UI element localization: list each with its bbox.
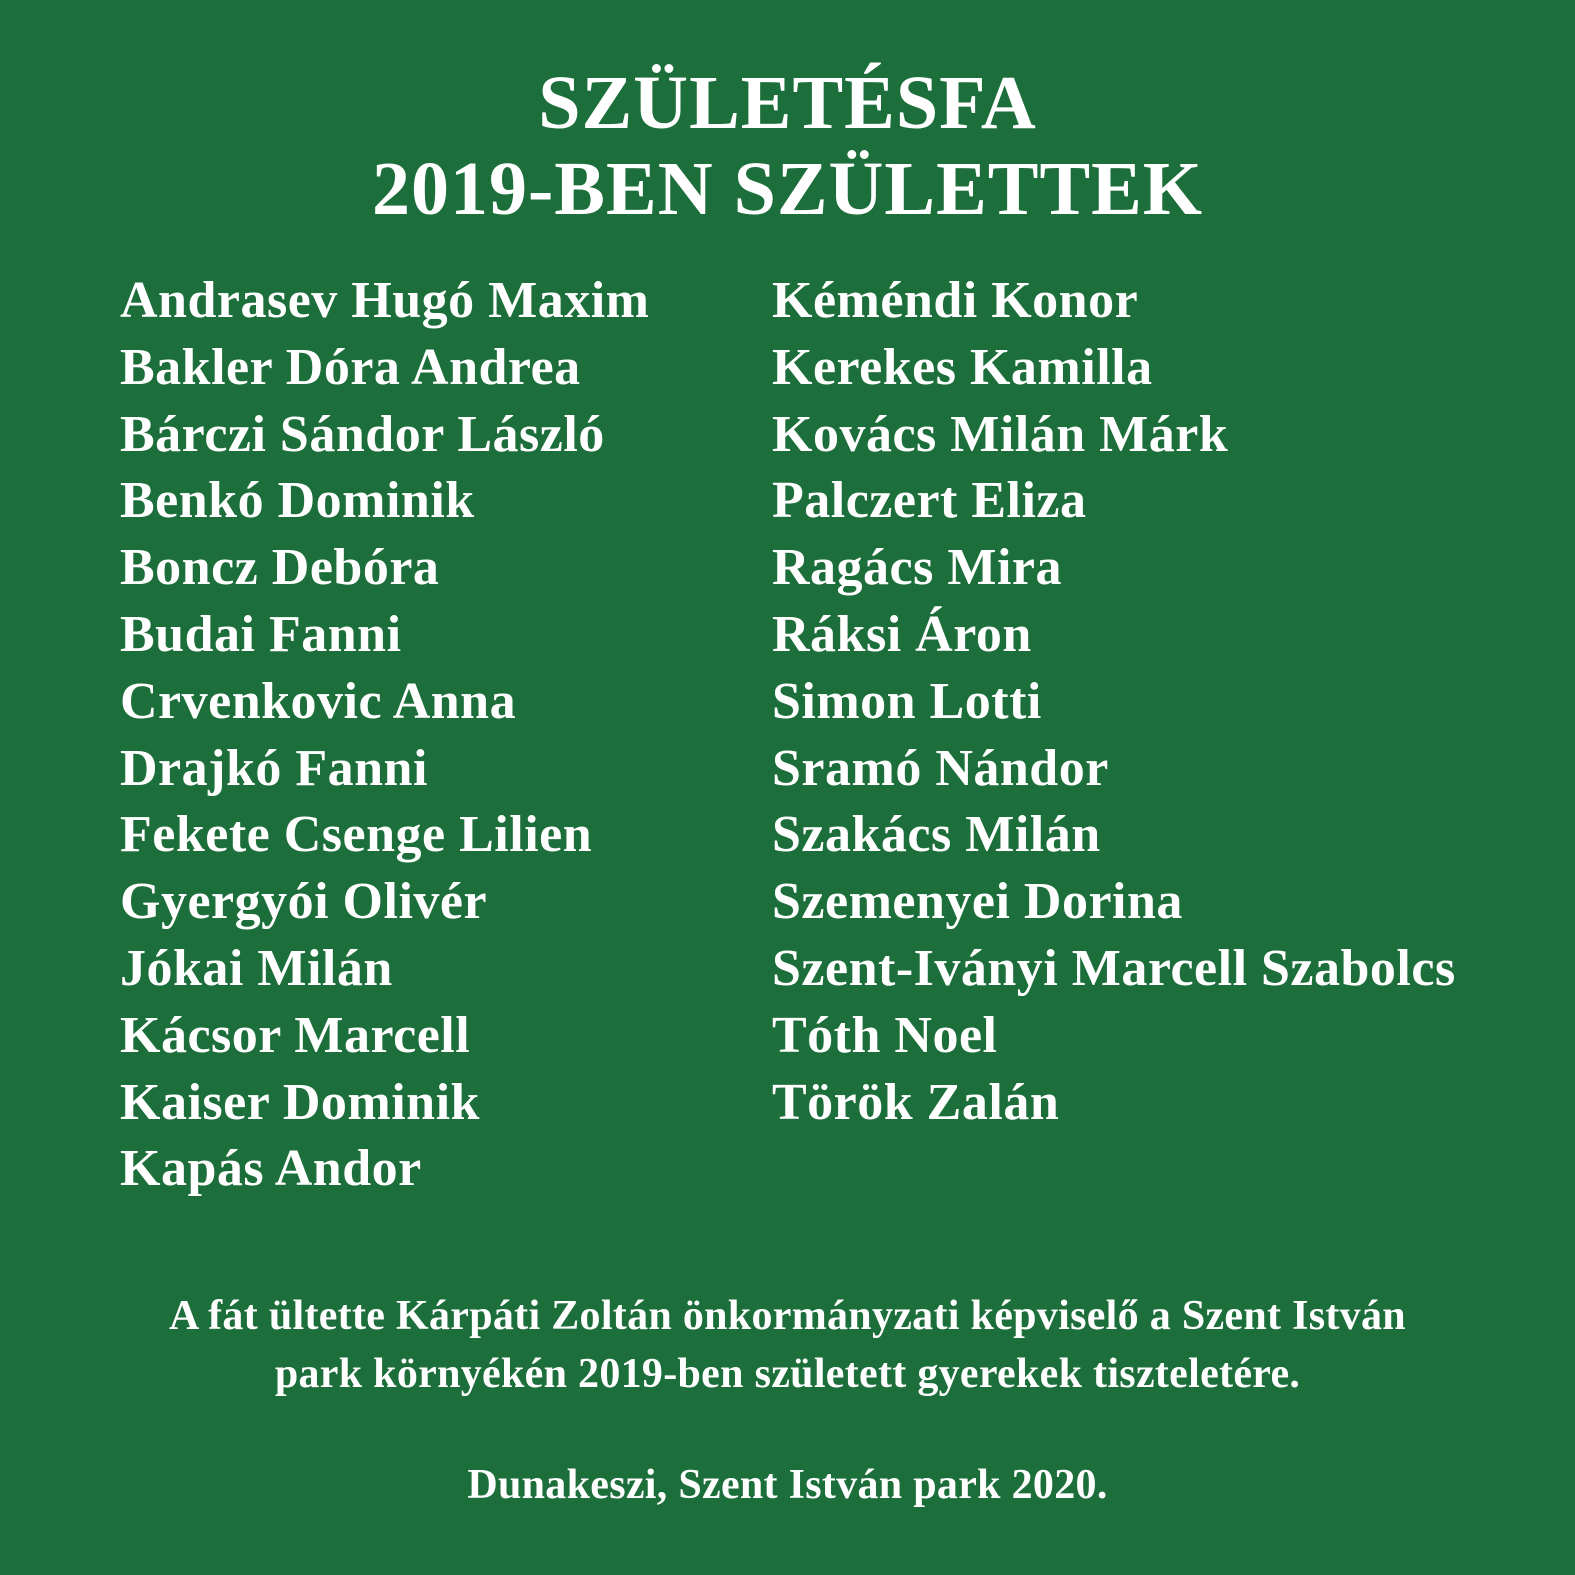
list-item: Szent-Iványi Marcell Szabolcs — [772, 939, 1456, 997]
list-item: Tóth Noel — [772, 1006, 998, 1064]
list-item: Benkó Dominik — [120, 472, 475, 530]
list-item: Kaiser Dominik — [120, 1073, 480, 1131]
list-item: Sramó Nándor — [772, 739, 1109, 797]
list-item: Török Zalán — [772, 1073, 1060, 1131]
list-item: Andrasev Hugó Maxim — [120, 272, 650, 329]
list-item: Fekete Csenge Lilien — [120, 806, 593, 864]
list-item: Gyergyói Olivér — [120, 873, 488, 931]
names-right-column — [772, 268, 1456, 1136]
list-item: Drajkó Fanni — [120, 739, 428, 797]
list-item: Kéméndi Konor — [772, 272, 1139, 329]
names-left-column — [120, 268, 650, 1203]
list-item: Kapás Andor — [120, 1140, 422, 1198]
dedication-line-2: park környékén 2019-ben született gyerekek tiszteletére. — [274, 1351, 1301, 1397]
list-item: Palczert Eliza — [772, 472, 1087, 530]
list-item: Bakler Dóra Andrea — [120, 338, 581, 396]
list-item: Szakács Milán — [772, 806, 1101, 864]
list-item: Jókai Milán — [120, 939, 393, 997]
list-item: Simon Lotti — [772, 672, 1042, 730]
list-item: Ragács Mira — [772, 539, 1062, 597]
list-item: Ráksi Áron — [772, 605, 1032, 663]
plaque-subtitle: 2019-BEN SZÜLETTEK — [372, 147, 1203, 231]
list-item: Szemenyei Dorina — [772, 873, 1183, 931]
place-and-date: Dunakeszi, Szent István park 2020. — [467, 1462, 1108, 1508]
list-item: Bárczi Sándor László — [120, 405, 605, 463]
list-item: Crvenkovic Anna — [120, 672, 517, 730]
list-item: Budai Fanni — [120, 605, 402, 663]
dedication-line-1: A fát ültette Kárpáti Zoltán önkormányzati képviselő a Szent István — [169, 1293, 1406, 1339]
plaque-title: SZÜLETÉSFA — [538, 61, 1037, 145]
list-item: Kácsor Marcell — [120, 1006, 471, 1064]
list-item: Kerekes Kamilla — [772, 338, 1153, 396]
list-item: Boncz Debóra — [120, 539, 440, 597]
list-item: Kovács Milán Márk — [772, 405, 1229, 463]
